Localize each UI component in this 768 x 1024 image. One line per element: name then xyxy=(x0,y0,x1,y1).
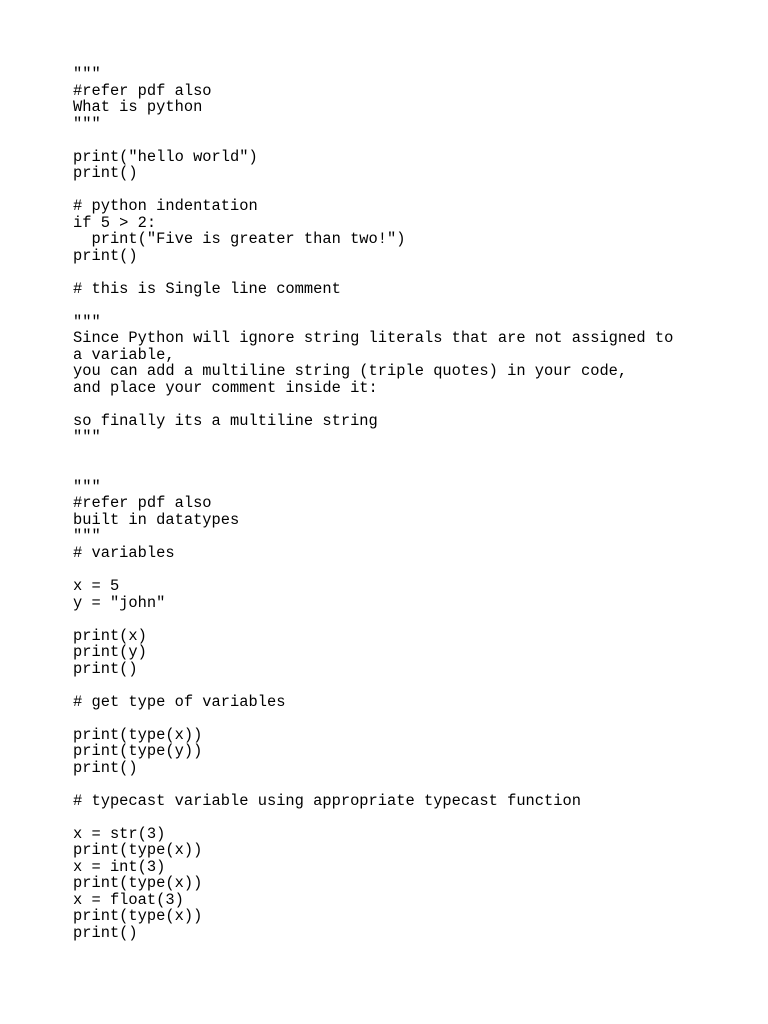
code-line: print(type(y)) xyxy=(73,742,203,761)
code-line: print("Five is greater than two!") xyxy=(73,230,406,249)
code-line: print() xyxy=(73,923,138,942)
code-line: """ xyxy=(73,527,101,546)
code-line: and place your comment inside it: xyxy=(73,378,378,397)
code-line: print(y) xyxy=(73,643,147,662)
code-text xyxy=(73,66,733,941)
code-line xyxy=(73,396,733,413)
code-line: #refer pdf also xyxy=(73,494,212,513)
code-line: y = "john" xyxy=(73,593,166,612)
code-line xyxy=(73,182,733,199)
code-line: # this is Single line comment xyxy=(73,279,341,298)
code-line: """ xyxy=(73,114,101,133)
code-line xyxy=(73,462,733,479)
code-line: # get type of variables xyxy=(73,692,286,711)
code-line: print() xyxy=(73,758,138,777)
code-line xyxy=(73,776,733,793)
code-line: print(type(x)) xyxy=(73,725,203,744)
code-line xyxy=(73,611,733,628)
code-line: a variable, xyxy=(73,345,175,364)
code-line: What is python xyxy=(73,98,203,117)
code-line xyxy=(73,677,733,694)
code-line: """ xyxy=(73,428,101,447)
code-line xyxy=(73,264,733,281)
code-line: print(type(x)) xyxy=(73,907,203,926)
code-line: print("hello world") xyxy=(73,147,258,166)
code-line: print() xyxy=(73,659,138,678)
code-line: you can add a multiline string (triple quotes) in your code, xyxy=(73,362,628,381)
code-line: Since Python will ignore string literals that are not assigned to xyxy=(73,329,674,348)
code-line: x = str(3) xyxy=(73,824,166,843)
code-line xyxy=(73,710,733,727)
code-line: print(x) xyxy=(73,626,147,645)
code-line xyxy=(73,132,733,149)
code-line: # python indentation xyxy=(73,197,258,216)
code-line: x = int(3) xyxy=(73,857,166,876)
code-line: # typecast variable using appropriate typecast function xyxy=(73,791,581,810)
code-line: print(type(x)) xyxy=(73,874,203,893)
code-line xyxy=(73,561,733,578)
code-line: x = 5 xyxy=(73,576,120,595)
code-line: built in datatypes xyxy=(73,510,240,529)
code-line: """ xyxy=(73,477,101,496)
code-line: if 5 > 2: xyxy=(73,213,157,232)
code-line xyxy=(73,297,733,314)
code-line: # variables xyxy=(73,543,175,562)
code-line: print() xyxy=(73,164,138,183)
code-line xyxy=(73,446,733,463)
code-line: print(type(x)) xyxy=(73,841,203,860)
code-line: x = float(3) xyxy=(73,890,184,909)
code-line xyxy=(73,809,733,826)
code-line: """ xyxy=(73,65,101,83)
code-line: so finally its a multiline string xyxy=(73,411,378,430)
code-line: #refer pdf also xyxy=(73,81,212,100)
code-line: print() xyxy=(73,246,138,265)
code-line: """ xyxy=(73,312,101,331)
